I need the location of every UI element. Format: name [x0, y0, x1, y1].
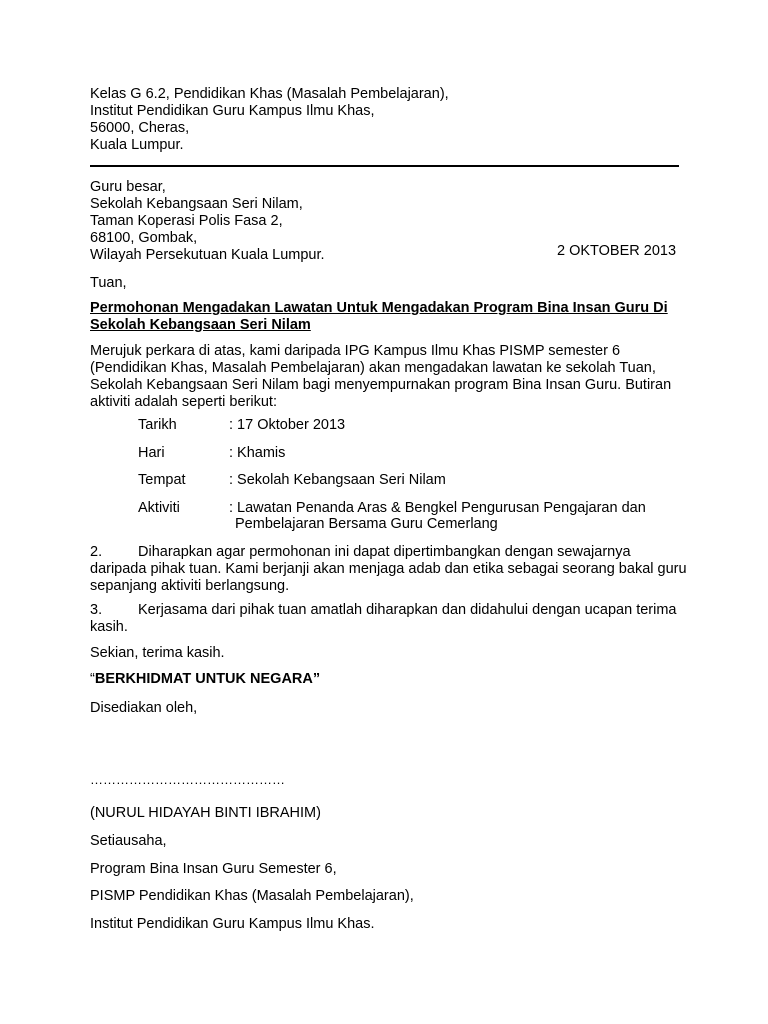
header-divider: [90, 165, 679, 167]
detail-value: : Lawatan Penanda Aras & Bengkel Pengurusan Pengajaran dan: [229, 500, 646, 516]
prepared-by: Disediakan oleh,: [90, 700, 198, 716]
closing-text: Sekian, terima kasih.: [90, 645, 225, 661]
paragraph-line: sepanjang aktiviti berlangsung.: [90, 578, 290, 594]
intro-line: Merujuk perkara di atas, kami daripada IPG Kampus Ilmu Khas PISMP semester 6: [90, 343, 621, 359]
recipient-line: Sekolah Kebangsaan Seri Nilam,: [90, 196, 303, 212]
signatory-course: PISMP Pendidikan Khas (Masalah Pembelajaran),: [90, 888, 414, 904]
intro-line: (Pendidikan Khas, Masalah Pembelajaran) akan mengadakan lawatan ke sekolah Tuan,: [90, 360, 656, 376]
detail-label: Tempat: [138, 472, 186, 488]
sender-line: Kelas G 6.2, Pendidikan Khas (Masalah Pembelajaran),: [90, 86, 449, 102]
paragraph-number: 3.: [90, 602, 103, 618]
subject-line: Sekolah Kebangsaan Seri Nilam: [90, 317, 311, 333]
intro-line: aktiviti adalah seperti berikut:: [90, 394, 277, 410]
paragraph-line: daripada pihak tuan. Kami berjanji akan menjaga adab dan etika sebagai seorang bakal guru: [90, 561, 687, 577]
signatory-institute: Institut Pendidikan Guru Kampus Ilmu Khas.: [90, 916, 375, 932]
paragraph-line: Kerjasama dari pihak tuan amatlah diharapkan dan didahului dengan ucapan terima: [138, 602, 677, 618]
intro-paragraph: [90, 343, 690, 411]
detail-value: : 17 Oktober 2013: [229, 417, 346, 433]
recipient-line: Taman Koperasi Polis Fasa 2,: [90, 213, 283, 229]
paragraph-3: [90, 602, 690, 636]
detail-value: : Sekolah Kebangsaan Seri Nilam: [229, 472, 446, 488]
motto: [90, 671, 320, 688]
detail-label: Hari: [138, 445, 165, 461]
sender-address: [90, 86, 690, 154]
signature-line: ………………………………………: [90, 772, 285, 787]
detail-label: Tarikh: [138, 417, 177, 433]
recipient-line: Guru besar,: [90, 179, 166, 195]
sender-line: Kuala Lumpur.: [90, 137, 184, 153]
subject-heading: [90, 300, 690, 334]
detail-value-continued: Pembelajaran Bersama Guru Cemerlang: [235, 516, 498, 532]
salutation: Tuan,: [90, 275, 127, 291]
signatory-program: Program Bina Insan Guru Semester 6,: [90, 861, 337, 877]
letter-date: 2 OKTOBER 2013: [557, 243, 677, 259]
signatory-title: Setiausaha,: [90, 833, 167, 849]
sender-line: 56000, Cheras,: [90, 120, 190, 136]
subject-line: Permohonan Mengadakan Lawatan Untuk Mengadakan Program Bina Insan Guru Di: [90, 300, 668, 316]
recipient-line: Wilayah Persekutuan Kuala Lumpur.: [90, 247, 325, 263]
intro-line: Sekolah Kebangsaan Seri Nilam bagi menyempurnakan program Bina Insan Guru. Butiran: [90, 377, 672, 393]
paragraph-2: [90, 544, 690, 595]
motto-open-quote: “: [90, 671, 95, 687]
signatory-name: (NURUL HIDAYAH BINTI IBRAHIM): [90, 805, 321, 821]
detail-value: : Khamis: [229, 445, 286, 461]
paragraph-number: 2.: [90, 544, 103, 560]
paragraph-line: kasih.: [90, 619, 128, 635]
paragraph-line: Diharapkan agar permohonan ini dapat dipertimbangkan dengan sewajarnya: [138, 544, 631, 560]
recipient-line: 68100, Gombak,: [90, 230, 198, 246]
sender-line: Institut Pendidikan Guru Kampus Ilmu Khas,: [90, 103, 375, 119]
detail-label: Aktiviti: [138, 500, 180, 516]
motto-text: BERKHIDMAT UNTUK NEGARA”: [94, 671, 321, 687]
